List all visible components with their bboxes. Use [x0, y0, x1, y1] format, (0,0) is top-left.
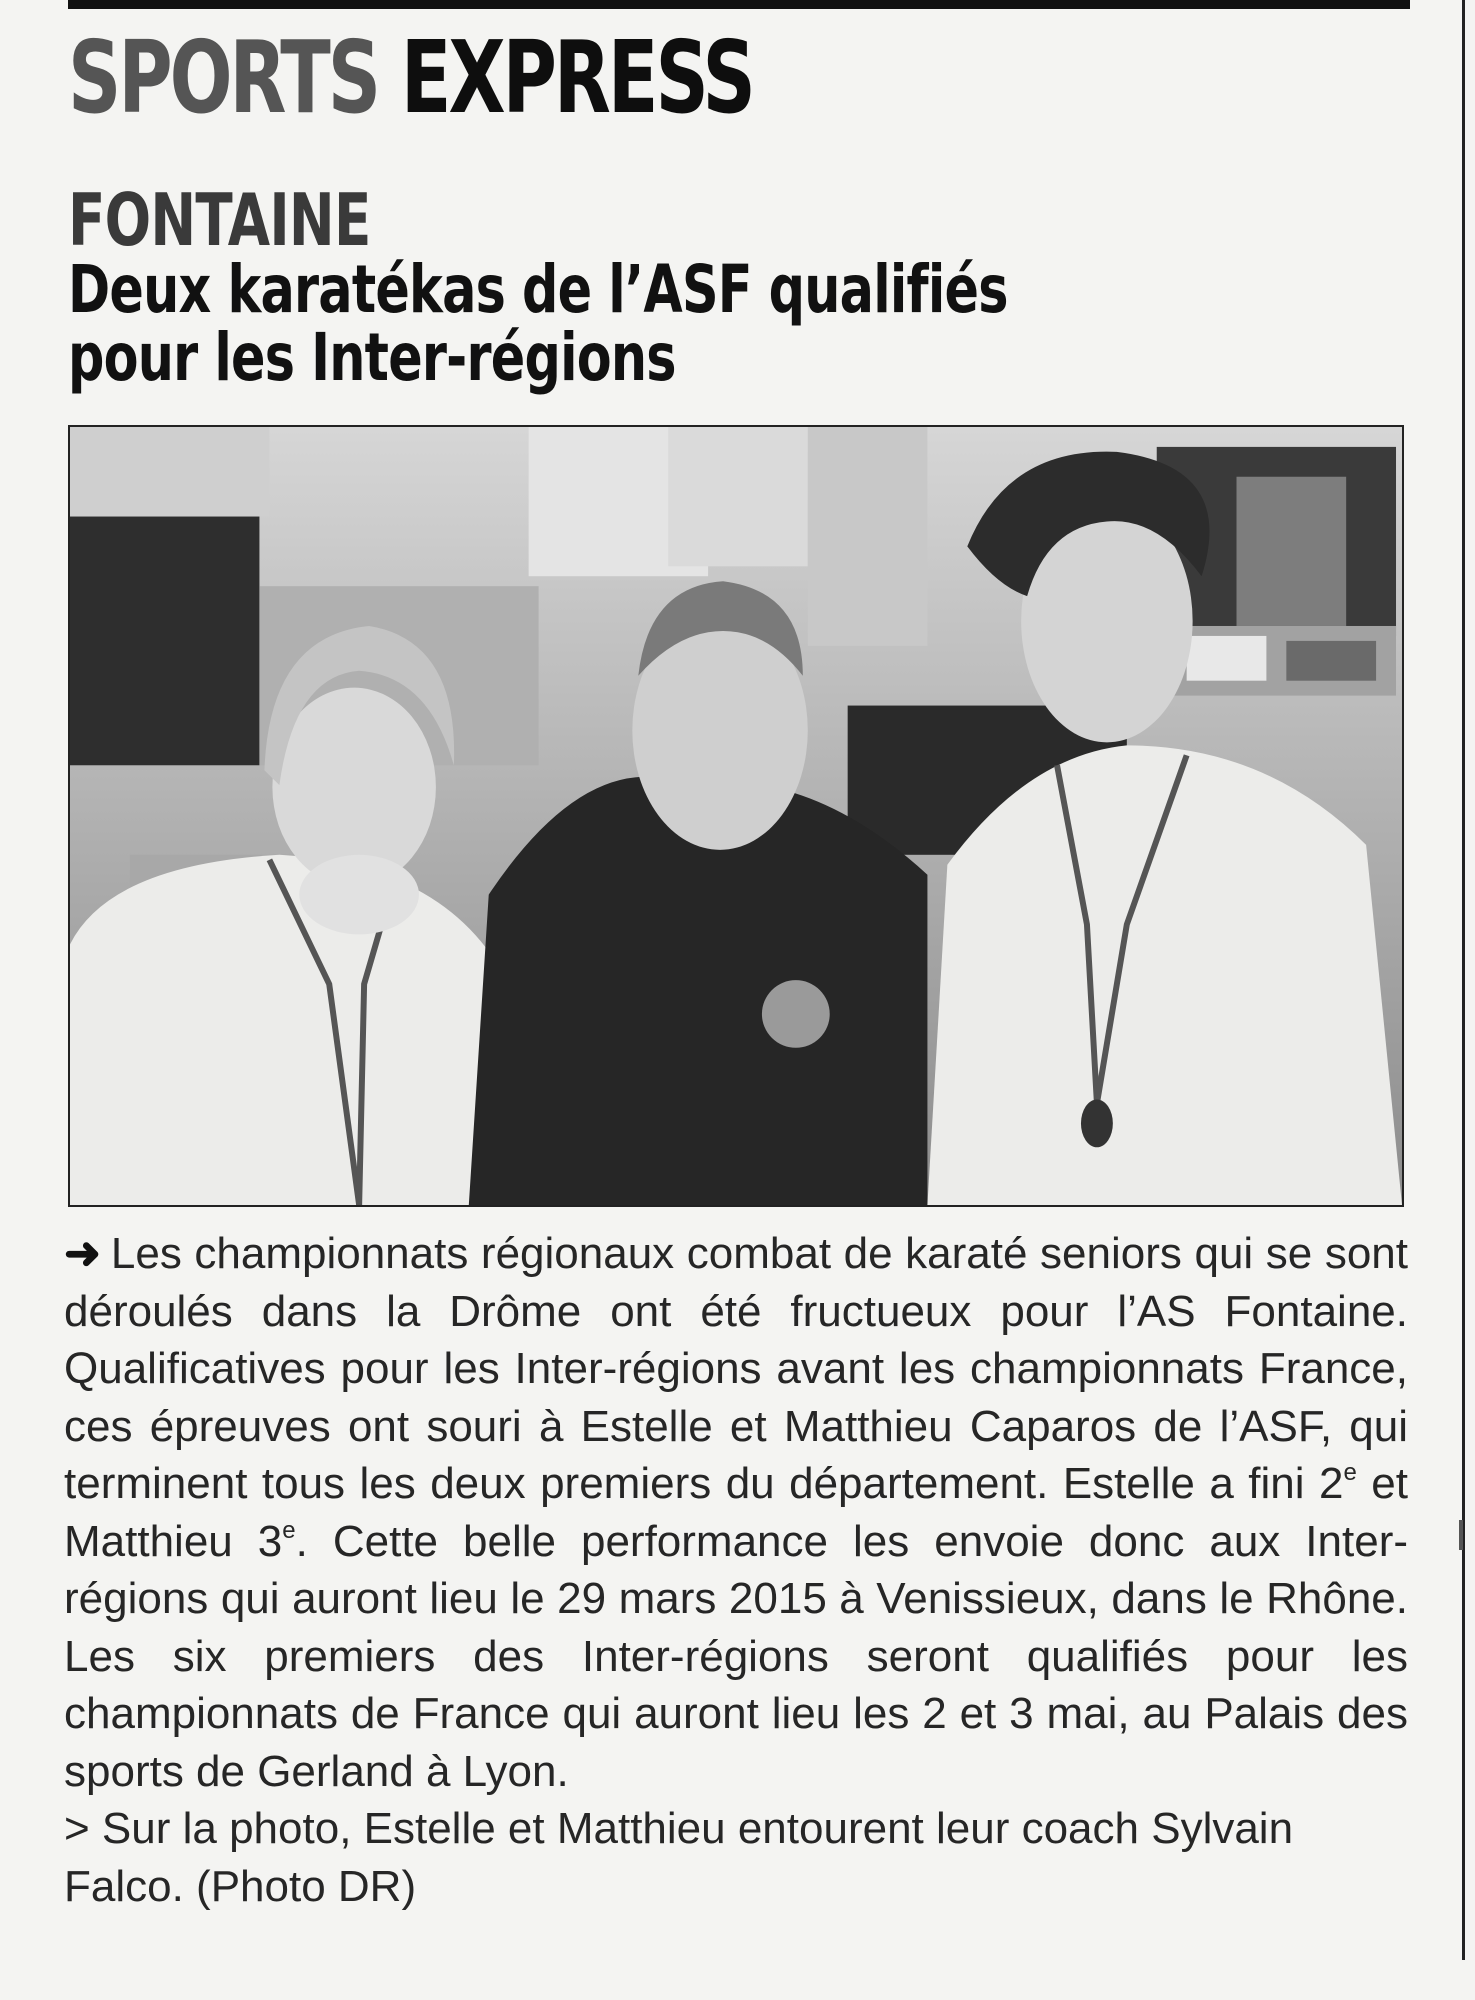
headline-line-2: pour les Inter-régions	[68, 319, 676, 396]
scan-mark	[1459, 1520, 1463, 1550]
ordinal-suffix: e	[282, 1516, 296, 1544]
photo-caption: > Sur la photo, Estelle et Matthieu entourent leur coach Sylvain Falco. (Photo DR)	[64, 1804, 1294, 1911]
arrow-right-icon: ➜	[64, 1229, 101, 1278]
paragraph-text-1: Les championnats régionaux combat de karaté seniors qui se sont déroulés dans la Drôme ont été fructueux pour l’AS Fontaine. Qualificatives pour les Inter-régions avant les championnats France, ces épreuves ont souri à Estelle et Matthieu Caparos de l’ASF, qui terminent tous les deux premiers du département. Estelle a fini 2	[64, 1229, 1408, 1508]
section-title-word1: SPORTS	[68, 19, 379, 136]
article-photo	[68, 425, 1404, 1207]
headline-line-1: Deux karatékas de l’ASF qualifiés	[68, 251, 1008, 328]
top-rule	[68, 0, 1410, 9]
article-body	[64, 1225, 1408, 1915]
ordinal-suffix: e	[1343, 1459, 1357, 1486]
paragraph-text-3: . Cette belle performance les envoie donc aux Inter-régions qui auront lieu le 29 mars 2015 à Venissieux, dans le Rhône. Les six premiers des Inter-régions seront qualifiés pour les championnats de France qui auront lieu les 2 et 3 mai, au Palais des sports de Gerland à Lyon.	[64, 1516, 1408, 1796]
section-title-word2: EXPRESS	[400, 19, 753, 136]
photo-illustration	[70, 427, 1402, 1205]
article-headline	[68, 251, 1008, 396]
column-rule	[1462, 0, 1465, 1960]
article-kicker: FONTAINE	[68, 178, 371, 262]
article-paragraph	[64, 1225, 1408, 1800]
section-title	[68, 18, 753, 138]
paragraph-text-2: et Matthieu 3	[64, 1459, 1409, 1566]
